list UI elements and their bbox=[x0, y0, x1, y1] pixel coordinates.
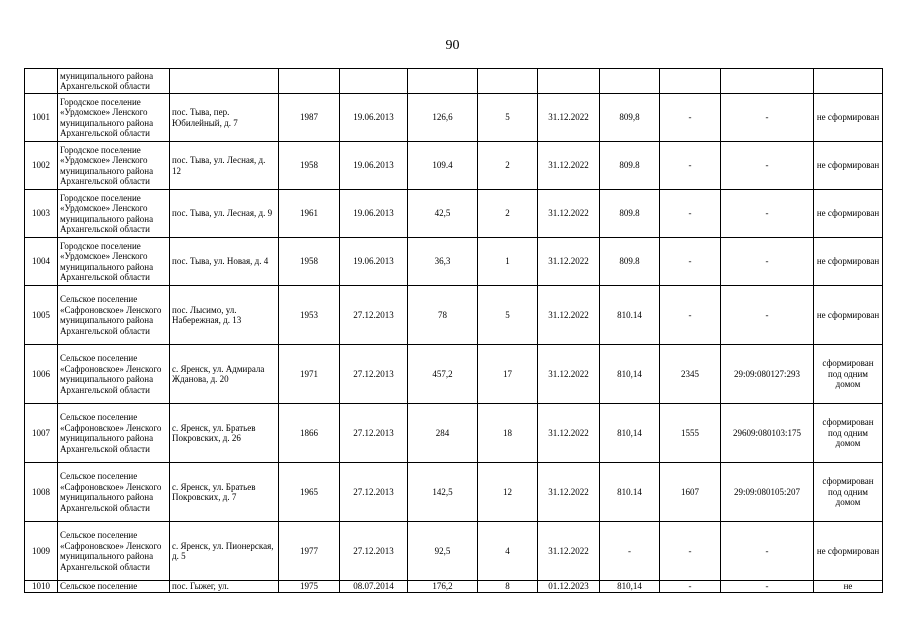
table-row bbox=[25, 142, 883, 190]
municipality-name-cell: Сельское поселение «Сафроновское» Ленского муниципального района Архангельской области bbox=[58, 404, 170, 463]
construction-year-cell: 1977 bbox=[279, 522, 340, 581]
plot-area-cell: - bbox=[660, 238, 721, 286]
table-row bbox=[25, 286, 883, 345]
plot-status-cell: не bbox=[814, 581, 883, 593]
plot-area-cell bbox=[660, 69, 721, 94]
table-row bbox=[25, 404, 883, 463]
cadastral-number-cell bbox=[721, 69, 814, 94]
code-value-cell: 810,14 bbox=[600, 404, 660, 463]
plot-status-cell: не сформирован bbox=[814, 190, 883, 238]
recognition-date-cell: 19.06.2013 bbox=[340, 94, 408, 142]
residents-count-cell: 12 bbox=[478, 463, 538, 522]
construction-year-cell: 1975 bbox=[279, 581, 340, 593]
resettlement-deadline-cell: 01.12.2023 bbox=[538, 581, 600, 593]
construction-year-cell: 1958 bbox=[279, 238, 340, 286]
house-address-cell: пос. Тыва, ул. Новая, д. 4 bbox=[170, 238, 279, 286]
house-address-cell: пос. Гыжег, ул. bbox=[170, 581, 279, 593]
code-value-cell: 809.8 bbox=[600, 190, 660, 238]
resettlement-deadline-cell: 31.12.2022 bbox=[538, 463, 600, 522]
recognition-date-cell: 08.07.2014 bbox=[340, 581, 408, 593]
row-number-cell: 1003 bbox=[25, 190, 58, 238]
row-number-cell: 1007 bbox=[25, 404, 58, 463]
recognition-date-cell: 27.12.2013 bbox=[340, 404, 408, 463]
house-address-cell: с. Яренск, ул. Братьев Покровских, д. 26 bbox=[170, 404, 279, 463]
code-value-cell bbox=[600, 69, 660, 94]
resettlement-deadline-cell: 31.12.2022 bbox=[538, 286, 600, 345]
recognition-date-cell: 19.06.2013 bbox=[340, 238, 408, 286]
construction-year-cell bbox=[279, 69, 340, 94]
cadastral-number-cell: 29:09:080127:293 bbox=[721, 345, 814, 404]
cadastral-number-cell: - bbox=[721, 190, 814, 238]
code-value-cell: 809.8 bbox=[600, 142, 660, 190]
house-address-cell: с. Яренск, ул. Адмирала Жданова, д. 20 bbox=[170, 345, 279, 404]
residents-count-cell bbox=[478, 69, 538, 94]
construction-year-cell: 1866 bbox=[279, 404, 340, 463]
residents-count-cell: 5 bbox=[478, 286, 538, 345]
residents-count-cell: 2 bbox=[478, 190, 538, 238]
municipality-name-cell: Сельское поселение «Сафроновское» Ленского муниципального района Архангельской области bbox=[58, 345, 170, 404]
resettlement-deadline-cell: 31.12.2022 bbox=[538, 142, 600, 190]
plot-status-cell: не сформирован bbox=[814, 286, 883, 345]
row-number-cell: 1006 bbox=[25, 345, 58, 404]
plot-area-cell: - bbox=[660, 142, 721, 190]
house-area-cell: 36,3 bbox=[408, 238, 478, 286]
plot-status-cell: сформирован под одним домом bbox=[814, 345, 883, 404]
code-value-cell: 810,14 bbox=[600, 581, 660, 593]
house-area-cell: 92,5 bbox=[408, 522, 478, 581]
table-row bbox=[25, 345, 883, 404]
cadastral-number-cell: - bbox=[721, 94, 814, 142]
code-value-cell: 810.14 bbox=[600, 286, 660, 345]
plot-status-cell: не сформирован bbox=[814, 94, 883, 142]
municipality-name-cell: Городское поселение «Урдомское» Ленского муниципального района Архангельской области bbox=[58, 190, 170, 238]
cadastral-number-cell: - bbox=[721, 142, 814, 190]
table-row bbox=[25, 463, 883, 522]
resettlement-deadline-cell: 31.12.2022 bbox=[538, 522, 600, 581]
recognition-date-cell bbox=[340, 69, 408, 94]
house-area-cell bbox=[408, 69, 478, 94]
plot-status-cell: не сформирован bbox=[814, 238, 883, 286]
recognition-date-cell: 19.06.2013 bbox=[340, 190, 408, 238]
house-area-cell: 284 bbox=[408, 404, 478, 463]
cadastral-number-cell: - bbox=[721, 286, 814, 345]
house-area-cell: 42,5 bbox=[408, 190, 478, 238]
house-address-cell: с. Яренск, ул. Пионерская, д. 5 bbox=[170, 522, 279, 581]
table-row bbox=[25, 522, 883, 581]
resettlement-deadline-cell: 31.12.2022 bbox=[538, 238, 600, 286]
house-area-cell: 109.4 bbox=[408, 142, 478, 190]
house-address-cell bbox=[170, 69, 279, 94]
plot-area-cell: 1607 bbox=[660, 463, 721, 522]
house-area-cell: 78 bbox=[408, 286, 478, 345]
cadastral-number-cell: - bbox=[721, 581, 814, 593]
resettlement-deadline-cell: 31.12.2022 bbox=[538, 94, 600, 142]
row-number-cell: 1010 bbox=[25, 581, 58, 593]
table-row bbox=[25, 69, 883, 94]
residents-count-cell: 4 bbox=[478, 522, 538, 581]
residents-count-cell: 5 bbox=[478, 94, 538, 142]
residents-count-cell: 8 bbox=[478, 581, 538, 593]
recognition-date-cell: 27.12.2013 bbox=[340, 522, 408, 581]
residents-count-cell: 1 bbox=[478, 238, 538, 286]
code-value-cell: - bbox=[600, 522, 660, 581]
residents-count-cell: 18 bbox=[478, 404, 538, 463]
municipality-name-cell: Городское поселение «Урдомское» Ленского муниципального района Архангельской области bbox=[58, 142, 170, 190]
plot-status-cell bbox=[814, 69, 883, 94]
plot-area-cell: - bbox=[660, 581, 721, 593]
construction-year-cell: 1971 bbox=[279, 345, 340, 404]
row-number-cell: 1004 bbox=[25, 238, 58, 286]
municipality-name-cell: Городское поселение «Урдомское» Ленского муниципального района Архангельской области bbox=[58, 94, 170, 142]
plot-status-cell: не сформирован bbox=[814, 142, 883, 190]
code-value-cell: 809,8 bbox=[600, 94, 660, 142]
row-number-cell: 1001 bbox=[25, 94, 58, 142]
recognition-date-cell: 27.12.2013 bbox=[340, 345, 408, 404]
construction-year-cell: 1987 bbox=[279, 94, 340, 142]
recognition-date-cell: 27.12.2013 bbox=[340, 463, 408, 522]
house-area-cell: 126,6 bbox=[408, 94, 478, 142]
municipality-name-cell: муниципального района Архангельской области bbox=[58, 69, 170, 94]
table-row bbox=[25, 238, 883, 286]
residents-count-cell: 2 bbox=[478, 142, 538, 190]
construction-year-cell: 1961 bbox=[279, 190, 340, 238]
house-area-cell: 457,2 bbox=[408, 345, 478, 404]
house-address-cell: пос. Тыва, пер. Юбилейный, д. 7 bbox=[170, 94, 279, 142]
construction-year-cell: 1958 bbox=[279, 142, 340, 190]
table-body bbox=[25, 69, 883, 593]
row-number-cell: 1008 bbox=[25, 463, 58, 522]
plot-area-cell: - bbox=[660, 94, 721, 142]
code-value-cell: 809.8 bbox=[600, 238, 660, 286]
housing-registry-table bbox=[24, 68, 883, 593]
house-area-cell: 142,5 bbox=[408, 463, 478, 522]
municipality-name-cell: Сельское поселение «Сафроновское» Ленского муниципального района Архангельской области bbox=[58, 463, 170, 522]
plot-status-cell: сформирован под одним домом bbox=[814, 463, 883, 522]
cadastral-number-cell: 29:09:080105:207 bbox=[721, 463, 814, 522]
residents-count-cell: 17 bbox=[478, 345, 538, 404]
table-row bbox=[25, 94, 883, 142]
plot-status-cell: сформирован под одним домом bbox=[814, 404, 883, 463]
code-value-cell: 810.14 bbox=[600, 463, 660, 522]
resettlement-deadline-cell bbox=[538, 69, 600, 94]
municipality-name-cell: Сельское поселение «Сафроновское» Ленского муниципального района Архангельской области bbox=[58, 522, 170, 581]
code-value-cell: 810,14 bbox=[600, 345, 660, 404]
house-address-cell: с. Яренск, ул. Братьев Покровских, д. 7 bbox=[170, 463, 279, 522]
plot-area-cell: 1555 bbox=[660, 404, 721, 463]
plot-area-cell: - bbox=[660, 190, 721, 238]
house-address-cell: пос. Лысимо, ул. Набережная, д. 13 bbox=[170, 286, 279, 345]
plot-area-cell: - bbox=[660, 286, 721, 345]
house-address-cell: пос. Тыва, ул. Лесная, д. 12 bbox=[170, 142, 279, 190]
construction-year-cell: 1953 bbox=[279, 286, 340, 345]
row-number-cell bbox=[25, 69, 58, 94]
row-number-cell: 1009 bbox=[25, 522, 58, 581]
page-number: 90 bbox=[445, 38, 460, 53]
recognition-date-cell: 27.12.2013 bbox=[340, 286, 408, 345]
resettlement-deadline-cell: 31.12.2022 bbox=[538, 404, 600, 463]
construction-year-cell: 1965 bbox=[279, 463, 340, 522]
house-area-cell: 176,2 bbox=[408, 581, 478, 593]
recognition-date-cell: 19.06.2013 bbox=[340, 142, 408, 190]
table-row bbox=[25, 581, 883, 593]
plot-area-cell: - bbox=[660, 522, 721, 581]
row-number-cell: 1002 bbox=[25, 142, 58, 190]
cadastral-number-cell: - bbox=[721, 238, 814, 286]
plot-area-cell: 2345 bbox=[660, 345, 721, 404]
municipality-name-cell: Сельское поселение bbox=[58, 581, 170, 593]
resettlement-deadline-cell: 31.12.2022 bbox=[538, 345, 600, 404]
row-number-cell: 1005 bbox=[25, 286, 58, 345]
resettlement-deadline-cell: 31.12.2022 bbox=[538, 190, 600, 238]
plot-status-cell: не сформирован bbox=[814, 522, 883, 581]
municipality-name-cell: Сельское поселение «Сафроновское» Ленского муниципального района Архангельской области bbox=[58, 286, 170, 345]
house-address-cell: пос. Тыва, ул. Лесная, д. 9 bbox=[170, 190, 279, 238]
cadastral-number-cell: - bbox=[721, 522, 814, 581]
cadastral-number-cell: 29609:080103:175 bbox=[721, 404, 814, 463]
municipality-name-cell: Городское поселение «Урдомское» Ленского муниципального района Архангельской области bbox=[58, 238, 170, 286]
table-row bbox=[25, 190, 883, 238]
